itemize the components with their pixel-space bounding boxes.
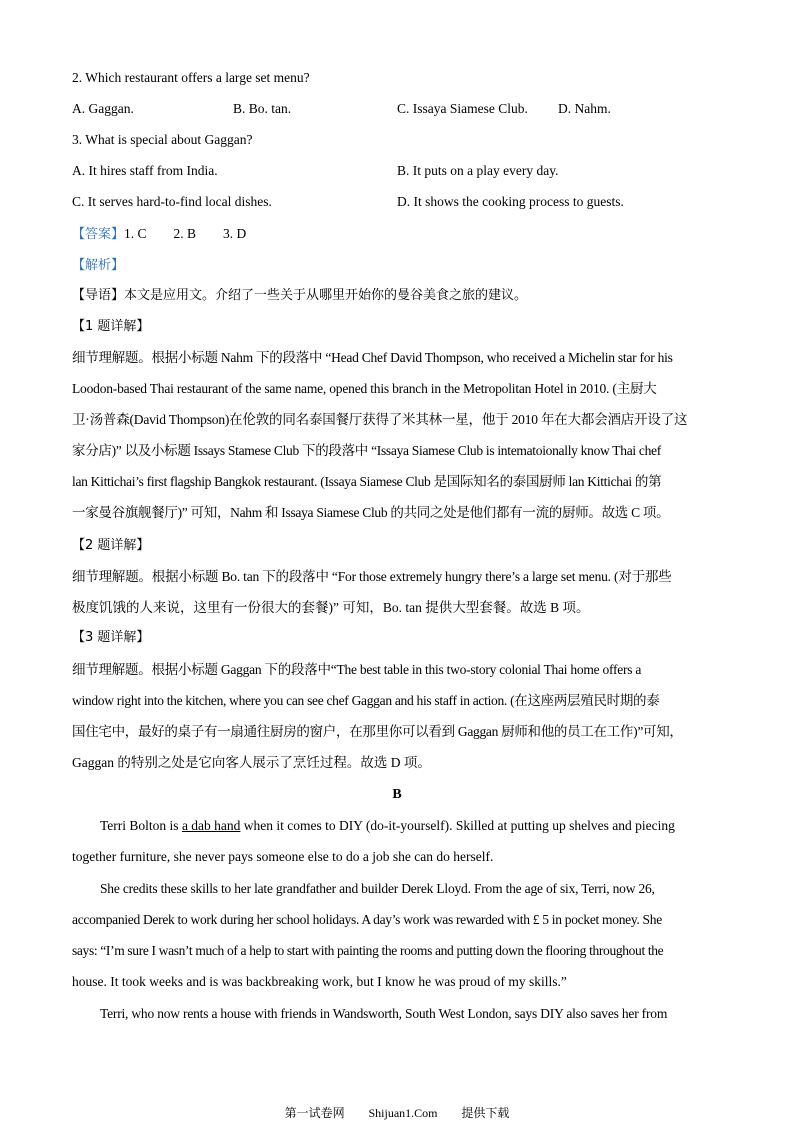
answer-label: 【答案】 [72, 227, 125, 242]
q3-option-a: A. It hires staff from India. [72, 163, 218, 178]
passage-line: Terri, who now rents a house with friends in Wandsworth, South West London, says DIY also saves her from [100, 1006, 668, 1021]
detail3-line: 国住宅中，最好的桌子有一扇通往厨房的窗户，在那里你可以看到 Gaggan 厨师和他的员工在工作)”可知， [72, 724, 683, 739]
detail1-label: 【1 题详解】 [72, 319, 150, 334]
q2-option-d: D. Nahm. [558, 101, 611, 116]
passage-text: Terri Bolton is [100, 818, 182, 833]
passage-paragraph-1 [72, 810, 727, 841]
detail3-line: window right into the kitchen, where you can see chef Gaggan and his staff in action. (在这座两层殖民时期的泰 [72, 693, 660, 708]
q3-option-d: D. It shows the cooking process to guests. [397, 194, 624, 209]
q2-option-b: B. Bo. tan. [233, 101, 292, 116]
passage-line: says: “I’m sure I wasn’t much of a help to start with painting the rooms and putting down the flooring throughout the [72, 943, 664, 958]
detail3-line: 细节理解题。根据小标题 Gaggan 下的段落中“The best table in this two-story colonial Thai home offers a [72, 662, 642, 677]
analysis-label-line [72, 249, 727, 281]
answer-text: 1. C 2. B 3. D [124, 226, 247, 241]
detail3-label: 【3 题详解】 [72, 630, 150, 645]
detail1-line: 一家曼谷旗舰餐厅)” 可知，Nahm 和 Issaya Siamese Club 的共同之处是他们都有一流的厨师。故选 C 项。 [72, 505, 670, 520]
footer-site-url: Shijuan1.Com [368, 1106, 438, 1120]
question-2: 2. Which restaurant offers a large set menu? [72, 70, 310, 85]
detail2-line: 极度饥饿的人来说，这里有一份很大的套餐)” 可知，Bo. tan 提供大型套餐。故选 B 项。 [72, 600, 590, 615]
detail1-line: 卫·汤普森(David Thompson)在伦敦的同名泰国餐厅获得了米其林一星，他于 2010 年在大都会酒店开设了这 [72, 412, 688, 427]
section-heading: B [392, 787, 402, 802]
detail2-label: 【2 题详解】 [72, 538, 150, 553]
detail3-line: Gaggan 的特别之处是它向客人展示了烹饪过程。故选 D 项。 [72, 755, 431, 770]
q3-option-c: C. It serves hard-to-find local dishes. [72, 194, 272, 209]
analysis-label: 【解析】 [72, 258, 125, 273]
underlined-phrase: a dab hand [181, 818, 241, 833]
passage-line: accompanied Derek to work during her school holidays. A day’s work was rewarded with £ 5 in pocket money. She [72, 912, 662, 927]
passage-line: house. It took weeks and is was backbreaking work, but I know he was proud of my skills.” [72, 974, 567, 989]
detail2-line: 细节理解题。根据小标题 Bo. tan 下的段落中 “For those extremely hungry there’s a large set menu. (对于那些 [72, 569, 672, 584]
footer-download: 提供下载 [461, 1106, 510, 1120]
guide-text: 【导语】本文是应用文。介绍了一些关于从哪里开始你的曼谷美食之旅的建议。 [72, 288, 528, 303]
question-3: 3. What is special about Gaggan? [72, 132, 253, 147]
q2-option-a: A. Gaggan. [72, 101, 134, 116]
q3-option-b: B. It puts on a play every day. [397, 163, 559, 178]
passage-text: when it comes to DIY (do-it-yourself). Skilled at putting up shelves and piecing [240, 818, 675, 833]
passage-line: together furniture, she never pays someone else to do a job she can do herself. [72, 849, 494, 864]
footer-site-name: 第一试卷网 [284, 1106, 345, 1120]
page-footer [0, 1104, 794, 1121]
passage-line: She credits these skills to her late grandfather and builder Derek Lloyd. From the age of six, Terri, now 26, [100, 881, 655, 896]
detail1-line: 细节理解题。根据小标题 Nahm 下的段落中 “Head Chef David Thompson, who received a Michelin star for his [72, 350, 673, 365]
answer-line [72, 218, 727, 250]
detail1-line: 家分店)” 以及小标题 Issays Stamese Club 下的段落中 “Issaya Siamese Club is intematoionally know Thai chef [72, 443, 661, 458]
detail1-line: Loodon-based Thai restaurant of the same name, opened this branch in the Metropolitan Hotel in 2010. (主厨大 [72, 381, 657, 396]
detail1-line: lan Kittichai’s first flagship Bangkok restaurant. (Issaya Siamese Club 是国际知名的泰国厨师 lan Kittichai 的第 [72, 474, 662, 489]
q2-option-c: C. Issaya Siamese Club. [397, 101, 528, 116]
